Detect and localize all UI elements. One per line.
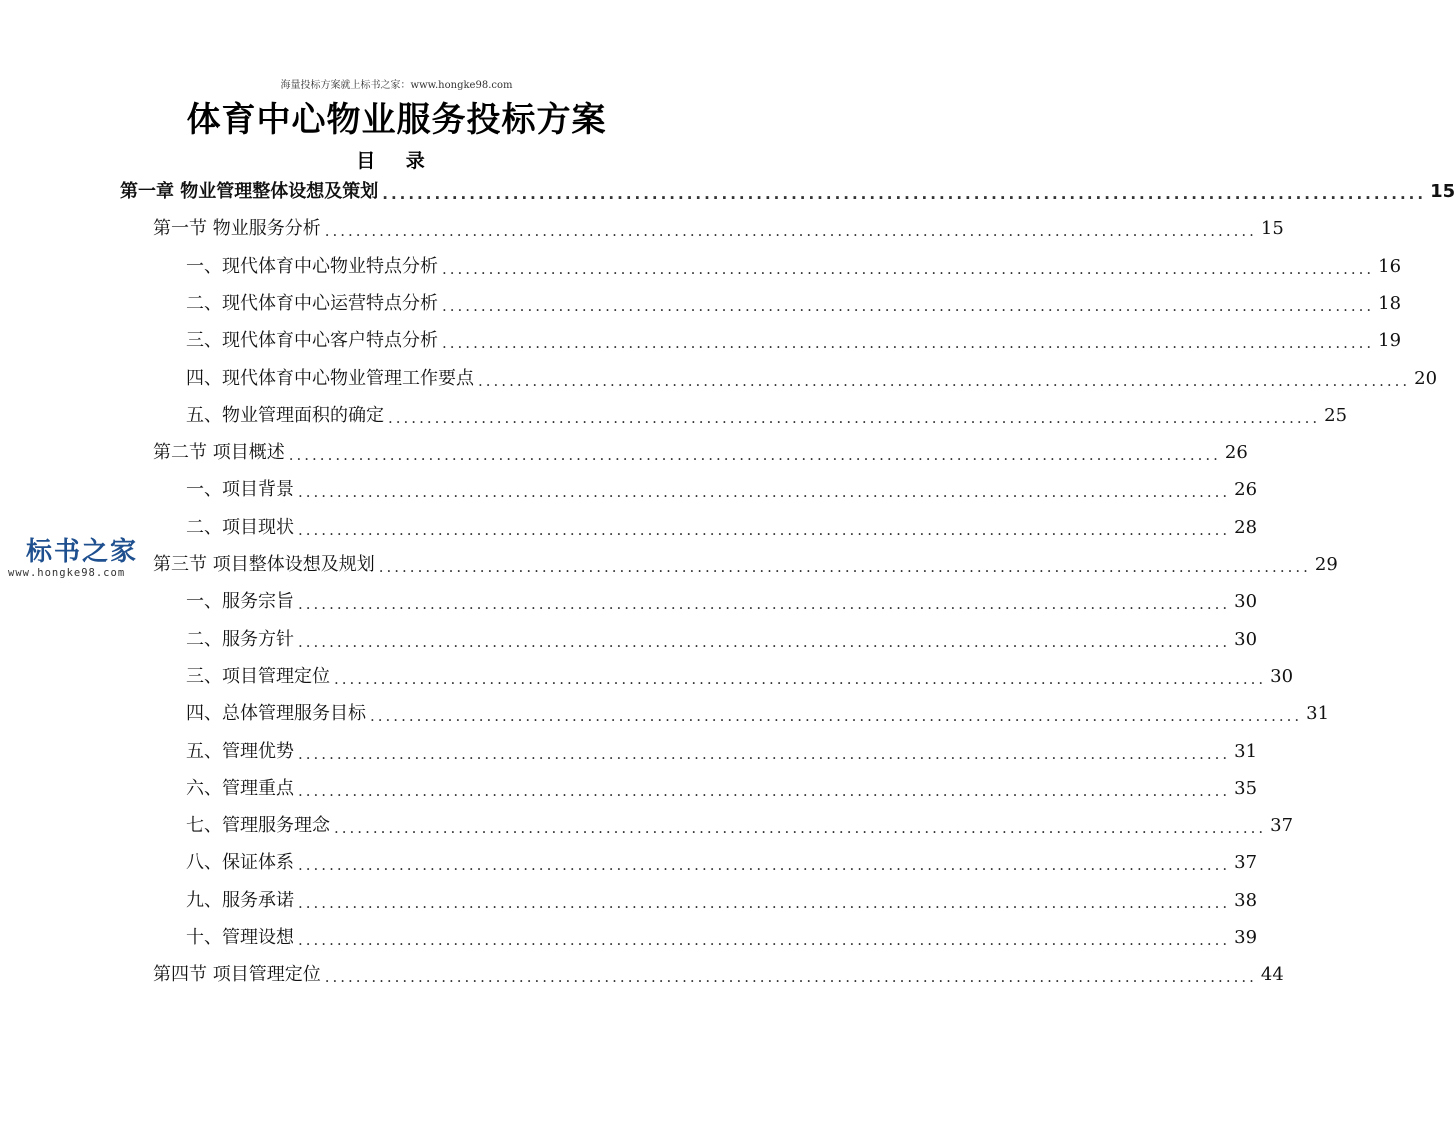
toc-entry-page: 37 [1234,852,1258,874]
toc-entry-label: 第一节 物业服务分析 [153,218,321,240]
toc-entry-label: 二、现代体育中心运营特点分析 [186,292,438,314]
toc-leader-dots: ........................................................................................................................ [298,520,1231,539]
toc-entry-label: 第四节 项目管理定位 [153,964,321,986]
watermark-logo [8,538,158,580]
toc-leader-dots: ........................................................................................................................ [298,781,1231,800]
toc-leader-dots: ........................................................................................................................ [298,744,1231,763]
toc-entry-label: 二、服务方针 [186,628,294,650]
toc-entry[interactable] [186,660,1294,694]
toc-leader-dots: ........................................................................................................................ [298,931,1231,949]
toc-entry-page: 26 [1234,479,1258,501]
toc-entry[interactable] [186,250,1402,284]
toc-entry-page: 30 [1270,665,1294,687]
toc-leader-dots: ........................................................................................................................ [334,819,1267,838]
toc-entry-page: 16 [1378,255,1402,277]
document-title: 体育中心物业服务投标方案 [186,100,607,140]
toc-entry-label: 一、现代体育中心物业特点分析 [186,255,438,277]
toc-leader-dots: ........................................................................................................................ [382,185,1427,203]
toc-entry[interactable] [186,735,1258,769]
toc-entry-label: 九、服务承诺 [186,889,294,911]
header-note: 海量投标方案就上标书之家：www.hongke98.com [280,80,513,91]
toc-entry-page: 25 [1324,404,1348,426]
toc-entry-page: 18 [1378,292,1402,314]
toc-entry[interactable] [153,436,1248,470]
toc-entry-page: 44 [1260,964,1284,986]
toc-entry-page: 15 [1260,218,1284,240]
toc-entry-label: 三、项目管理定位 [186,665,330,687]
toc-leader-dots: ........................................................................................................................ [288,446,1221,465]
toc-leader-dots: ........................................................................................................................ [388,408,1321,427]
toc-leader-dots: ........................................................................................................................ [298,632,1231,651]
toc-entry[interactable] [186,473,1258,507]
toc-entry-label: 七、管理服务理念 [186,815,330,837]
toc-entry[interactable] [186,623,1258,657]
toc-entry-page: 19 [1378,330,1402,352]
toc-entry-label: 一、服务宗旨 [186,591,294,613]
toc-entry-label: 三、现代体育中心客户特点分析 [186,330,438,352]
toc-leader-dots: ........................................................................................................................ [324,222,1257,241]
toc-entry-label: 二、项目现状 [186,516,294,538]
toc-entry-page: 38 [1234,889,1258,911]
toc-entry[interactable] [186,511,1258,545]
toc-entry[interactable] [186,809,1294,843]
toc-entry-page: 37 [1270,815,1294,837]
toc-leader-dots: ........................................................................................................................ [334,669,1267,688]
toc-entry-label: 四、现代体育中心物业管理工作要点 [186,367,474,389]
toc-entry-label: 第一章 物业管理整体设想及策划 [120,181,379,202]
watermark-logo-text: 标书之家 [26,537,139,567]
toc-entry-page: 31 [1234,740,1258,762]
toc-entry[interactable] [153,548,1338,582]
toc-entry[interactable] [153,958,1284,992]
toc-entry-label: 五、物业管理面积的确定 [186,404,384,426]
toc-leader-dots: ........................................................................................................................ [442,296,1375,315]
toc-leader-dots: ........................................................................................................................ [298,595,1231,614]
toc-entry-page: 30 [1234,591,1258,613]
toc-entry[interactable] [153,212,1284,246]
toc-entry-label: 六、管理重点 [186,777,294,799]
toc-entry-label: 第三节 项目整体设想及规划 [153,554,375,575]
toc-entry-page: 15 [1430,181,1455,202]
toc-entry-label: 十、管理设想 [186,927,294,948]
toc-leader-dots: ........................................................................................................................ [370,707,1303,726]
toc-entry[interactable] [186,921,1258,955]
watermark-url: www.hongke98.com [8,567,126,579]
toc-leader-dots: ........................................................................................................................ [298,483,1231,502]
toc-entry[interactable] [120,175,1455,209]
toc-entry-page: 35 [1234,777,1258,799]
toc-entry-label: 五、管理优势 [186,740,294,762]
toc-leader-dots: ........................................................................................................................ [298,856,1231,875]
toc-entry-label: 八、保证体系 [186,852,294,874]
toc-leader-dots: ........................................................................................................................ [324,968,1257,987]
toc-entry-label: 一、项目背景 [186,479,294,501]
toc-entry-label: 四、总体管理服务目标 [186,703,366,725]
toc-entry[interactable] [186,846,1258,880]
toc-entry-page: 20 [1414,367,1438,389]
toc-entry-page: 28 [1234,516,1258,538]
toc-leader-dots: ........................................................................................................................ [478,371,1411,390]
toc-entry-page: 31 [1306,703,1330,725]
toc-entry[interactable] [186,772,1258,806]
toc-entry[interactable] [186,585,1258,619]
toc-entry[interactable] [186,399,1348,433]
toc-entry[interactable] [186,324,1402,358]
toc-leader-dots: ........................................................................................................................ [298,893,1231,912]
toc-entry[interactable] [186,697,1330,731]
toc-entry-page: 30 [1234,628,1258,650]
toc-entry-label: 第二节 项目概述 [153,442,285,464]
toc-heading: 目 录 [356,150,437,172]
toc-leader-dots: ........................................................................................................................ [378,558,1311,576]
toc-leader-dots: ........................................................................................................................ [442,259,1375,278]
toc-entry-page: 39 [1234,927,1258,948]
toc-entry[interactable] [186,884,1258,918]
toc-leader-dots: ........................................................................................................................ [442,334,1375,353]
toc-entry-page: 29 [1314,554,1338,575]
toc-entry[interactable] [186,362,1438,396]
toc-entry[interactable] [186,287,1402,321]
toc-entry-page: 26 [1224,442,1248,464]
